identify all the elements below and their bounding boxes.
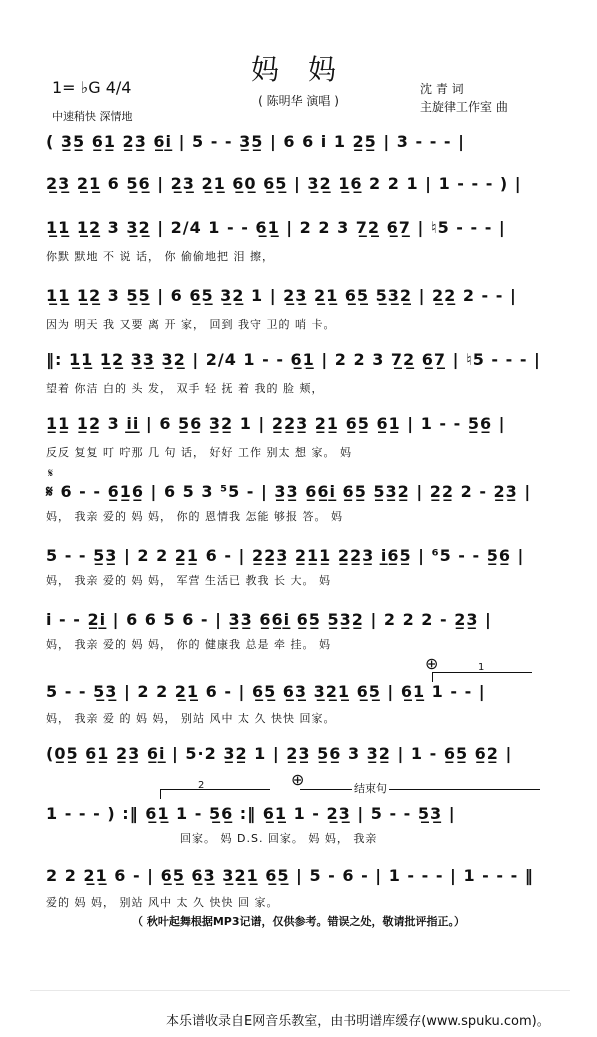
notation-row-2: 2̲3̲ 2̲1̲ 6 5̲6̲ | 2̲3̲ 2̲1̲ 6̲0̲ 6̲5̲ | 3̲2̲ 1̲6̲ 2 2 1 | 1 - - - ) | xyxy=(46,174,522,193)
coda-sign-2: ⊕ xyxy=(291,770,305,789)
notation-row-6: 1̲1̲ 1̲2̲ 3 i̲i̲ | 6 5̲6̲ 3̲2̲ 1 | 2̲2̲3̲ 2̲1̲ 6̲5̲ 6̲1̲ | 1 - - 5̲6̲ | xyxy=(46,414,506,433)
lyricist-credit: 沈 青 词 xyxy=(420,82,464,96)
lyric-row-4: 因为 明天 我 又要 离 开 家， 回到 我守 卫的 哨 卡。 xyxy=(46,318,336,331)
lyric-row-9: 妈， 我亲 爱的 妈 妈， 你的 健康我 总是 牵 挂。 妈 xyxy=(46,638,331,651)
author-credits xyxy=(420,80,508,116)
ending-phrase-label: 结束句 xyxy=(354,782,387,795)
key-signature: 1= ♭G 4/4 xyxy=(52,78,132,97)
notation-row-12: 1 - - - ) :‖ 6̲1̲ 1 - 5̲6̲ :‖ 6̲1̲ 1 - 2̲3̲ | 5 - - 5̲3̲ | xyxy=(46,804,456,823)
notation-row-3: 1̲1̲ 1̲2̲ 3 3̲2̲ | 2/4 1 - - 6̲1̲ | 2 2 3 7̲2̲ 6̲7̲ | ♮5 - - - | xyxy=(46,218,506,237)
notation-row-5: ‖: 1̲1̲ 1̲2̲ 3̲3̲ 3̲2̲ | 2/4 1 - - 6̲1̲ | 2 2 3 7̲2̲ 6̲7̲ | ♮5 - - - | xyxy=(46,350,541,369)
song-title: 妈 妈 xyxy=(251,53,346,86)
notation-row-13: 2 2 2̲1̲ 6 - | 6̲5̲ 6̲3̲ 3̲2̲1̲ 6̲5̲ | 5 - 6 - | 1 - - - | 1 - - - ‖ xyxy=(46,866,534,885)
notation-row-10: 5 - - 5̲3̲ | 2 2 2̲1̲ 6 - | 6̲5̲ 6̲3̲ 3̲2̲1̲ 6̲5̲ | 6̲1̲ 1 - - | xyxy=(46,682,486,701)
ending-phrase-bracket xyxy=(300,789,540,790)
notation-row-4: 1̲1̲ 1̲2̲ 3 5̲5̲ | 6 6̲5̲ 3̲2̲ 1 | 2̲3̲ 2̲1̲ 6̲5̲ 5̲3̲2̲ | 2̲2̲ 2 - - | xyxy=(46,286,517,305)
notation-row-1: ( 3̲5̲ 6̲1̲ 2̲3̲ 6̲i̲ | 5 - - 3̲5̲ | 6 6 i 1 2̲5̲ | 3 - - - | xyxy=(46,132,465,151)
lyric-row-6: 反反 复复 叮 咛那 几 句 话， 好好 工作 别太 想 家。 妈 xyxy=(46,446,352,459)
lyric-row-13: 爱的 妈 妈， 别站 风中 太 久 快快 回 家。 xyxy=(46,896,279,909)
lyric-row-10: 妈， 我亲 爱 的 妈 妈， 别站 风中 太 久 快快 回家。 xyxy=(46,712,336,725)
lyric-row-3: 你默 默地 不 说 话， 你 偷偷地把 泪 擦， xyxy=(46,250,274,263)
first-ending-label: 1 xyxy=(478,662,485,673)
first-ending-bracket-tick xyxy=(432,672,433,682)
notation-row-9: i - - 2̲i̲ | 6 6 5 6 - | 3̲3̲ 6̲6̲i̲ 6̲5̲ 5̲3̲2̲ | 2 2 2 - 2̲3̲ | xyxy=(46,610,492,629)
notation-row-8: 5 - - 5̲3̲ | 2 2 2̲1̲ 6 - | 2̲2̲3̲ 2̲1̲1̲ 2̲2̲3̲ i̲6̲5̲ | ⁶5 - - 5̲6̲ | xyxy=(46,546,525,565)
singer-credit: ( 陈明华 演唱 ) xyxy=(258,94,339,108)
second-ending-bracket xyxy=(160,789,270,790)
second-ending-label: 2 xyxy=(198,780,205,791)
transcription-note: （ 秋叶起舞根据MP3记谱，仅供参考。错误之处，敬请批评指正。） xyxy=(132,915,465,928)
lyric-row-12: 回家。 妈 D.S. 回家。 妈 妈， 我亲 xyxy=(180,832,378,845)
coda-sign: ⊕ xyxy=(425,654,439,673)
composer-credit: 主旋律工作室 曲 xyxy=(420,100,508,114)
lyric-row-5: 望着 你洁 白的 头 发， 双手 轻 抚 着 我的 脸 颊， xyxy=(46,382,324,395)
footer-divider xyxy=(30,990,570,991)
segno-sign: 𝄋 xyxy=(48,466,54,480)
lyric-row-7: 妈， 我亲 爱的 妈 妈， 你的 恩情我 怎能 够报 答。 妈 xyxy=(46,510,343,523)
notation-row-7: 𝄋 6 - - 6̲1̲6̲ | 6 5 3 ⁵5 - | 3̲3̲ 6̲6̲i̲ 6̲5̲ 5̲3̲2̲ | 2̲2̲ 2 - 2̲3̲ | xyxy=(46,482,532,501)
notation-row-11: (0̲5̲ 6̲1̲ 2̲3̲ 6̲i̲ | 5·2 3̲2̲ 1 | 2̲3̲ 5̲6̲ 3 3̲2̲ | 1 - 6̲5̲ 6̲2̲ | xyxy=(46,744,513,763)
second-ending-bracket-tick xyxy=(160,789,161,799)
lyric-row-8: 妈， 我亲 爱的 妈 妈， 军营 生活已 教我 长 大。 妈 xyxy=(46,574,331,587)
tempo-marking: 中速稍快 深情地 xyxy=(52,110,133,123)
source-watermark: 本乐谱收录自E网音乐教室，由书明谱库缓存(www.spuku.com)。 xyxy=(166,1014,550,1029)
